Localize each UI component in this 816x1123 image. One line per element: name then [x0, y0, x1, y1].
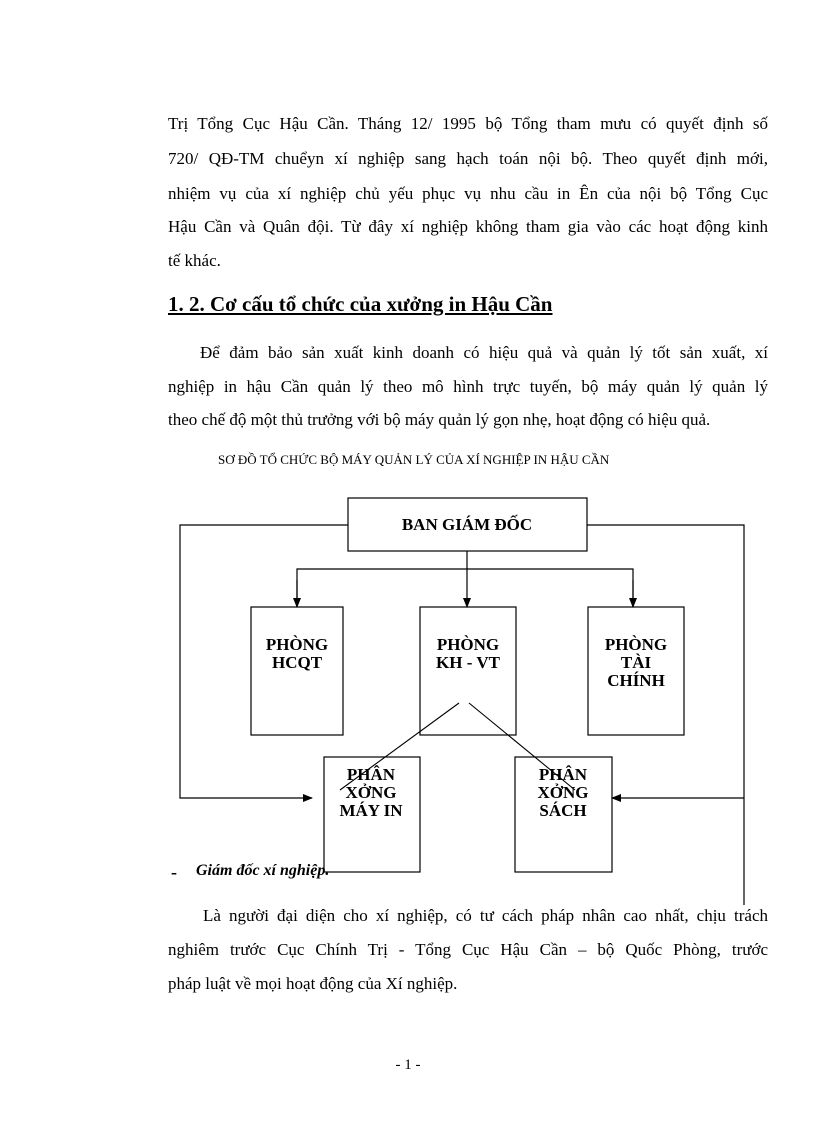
- intro-line: Hậu Cần và Quân đội. Từ đây xí nghiệp không tham gia vào các hoạt động kinh: [168, 217, 768, 236]
- director-line: nghiêm trước Cục Chính Trị - Tổng Cục Hậu Cần – bộ Quốc Phòng, trước: [168, 940, 768, 959]
- workshop-label: XỞNG: [537, 783, 589, 802]
- connector-left-loop: [180, 525, 348, 798]
- org-chart-title: SƠ ĐỒ TỔ CHỨC BỘ MÁY QUẢN LÝ CỦA XÍ NGHIỆP IN HẬU CẦN: [218, 452, 610, 467]
- dept-label: TÀI: [620, 653, 652, 672]
- bullet-marker: -: [171, 862, 177, 882]
- board-of-directors-label: BAN GIÁM ĐỐC: [401, 515, 533, 534]
- dept-label: KH - VT: [436, 653, 500, 672]
- director-line: pháp luật về mọi hoạt động của Xí nghiệp.: [168, 974, 458, 993]
- dept-label: HCQT: [271, 653, 323, 672]
- section-line: nghiệp in hậu Cần quản lý theo mô hình trực tuyến, bộ máy quản lý quản lý: [168, 377, 768, 396]
- connector-distribution: [297, 569, 633, 607]
- dept-label: PHÒNG: [265, 635, 329, 654]
- intro-line: nhiệm vụ của xí nghiệp chủ yếu phục vụ nhu cầu in Ên của nội bộ Tổng Cục: [168, 184, 768, 203]
- dept-label: PHÒNG: [604, 635, 668, 654]
- intro-line: 720/ QĐ-TM chuểyn xí nghiệp sang hạch toán nội bộ. Theo quyết định mới,: [168, 149, 768, 168]
- workshop-label: PHÂN: [538, 765, 588, 784]
- workshop-label: MÁY IN: [339, 801, 403, 820]
- section-heading: 1. 2. Cơ cấu tổ chức của xưởng in Hậu Cần: [168, 292, 553, 316]
- director-title: Giám đốc xí nghiệp.: [196, 862, 330, 879]
- page-number: - 1 -: [395, 1057, 421, 1073]
- workshop-label: XỞNG: [345, 783, 397, 802]
- director-line: Là người đại diện cho xí nghiệp, có tư cách pháp nhân cao nhất, chịu trách: [203, 906, 768, 925]
- section-line: Để đảm bảo sản xuất kinh doanh có hiệu quả và quản lý tốt sản xuất, xí: [200, 343, 768, 362]
- dept-label: CHÍNH: [607, 671, 665, 690]
- section-line: theo chế độ một thủ trưởng với bộ máy quản lý gọn nhẹ, hoạt động có hiệu quả.: [168, 410, 711, 429]
- dept-label: PHÒNG: [436, 635, 500, 654]
- workshop-label: PHÂN: [346, 765, 396, 784]
- workshop-label: SÁCH: [539, 801, 587, 820]
- intro-line: tế khác.: [168, 251, 221, 270]
- intro-line: Trị Tổng Cục Hậu Cần. Tháng 12/ 1995 bộ Tổng tham mưu có quyết định số: [168, 114, 768, 133]
